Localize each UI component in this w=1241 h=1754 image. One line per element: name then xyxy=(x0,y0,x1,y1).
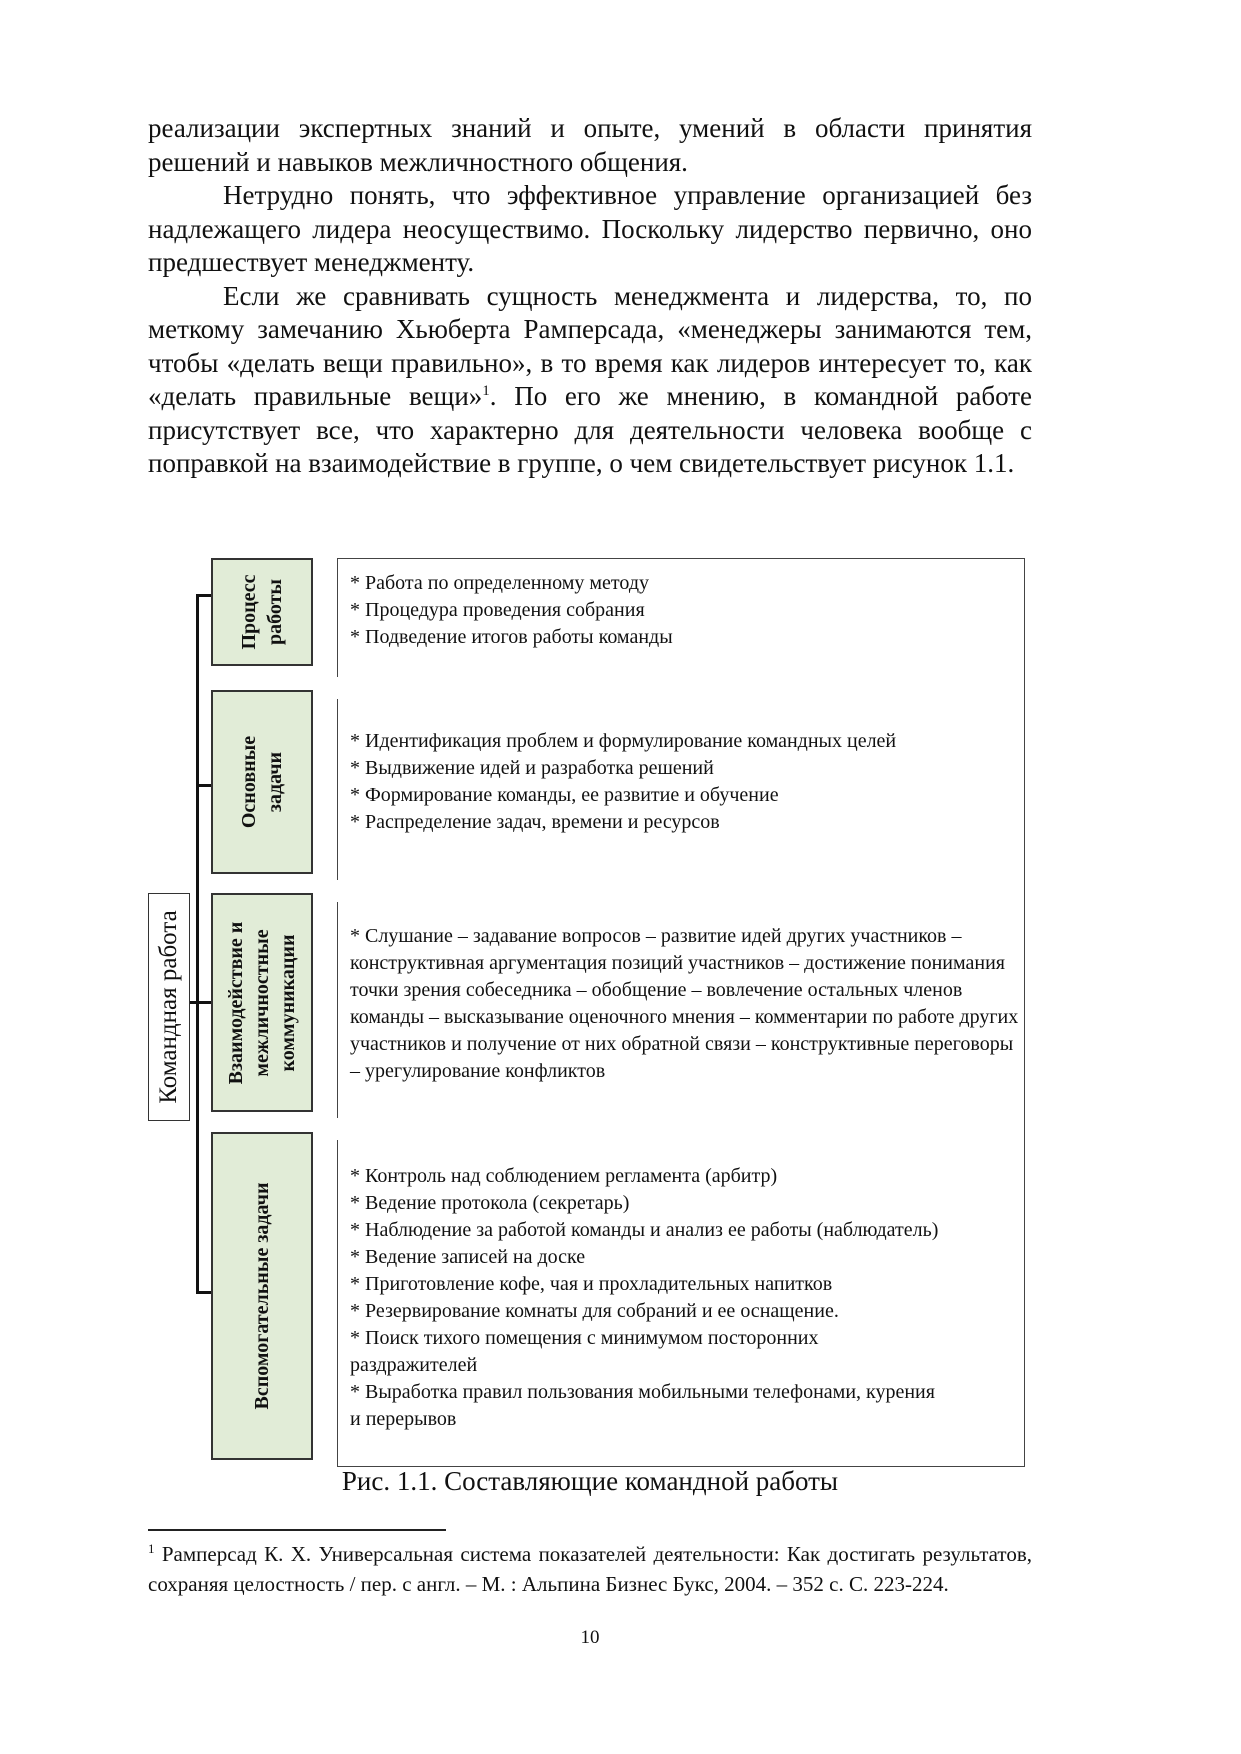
connector-trunk xyxy=(196,594,199,1294)
interaction-items xyxy=(350,923,1026,1085)
connector-branch-2 xyxy=(196,784,211,787)
process-items xyxy=(350,570,1030,651)
body-text xyxy=(148,112,1032,481)
paragraph-1: реализации экспертных знаний и опыте, умений в области принятия решений и навыков межличностного общения. xyxy=(148,113,1032,177)
list-item: * Наблюдение за работой команды и анализ ее работы (наблюдатель) xyxy=(350,1219,939,1241)
paragraph-3-text: Если же сравнивать сущность менеджмента и лидерства, то, по меткому замечанию Хьюберта Рамперсада, «менеджеры занимаются тем, чтобы «делать вещи правильно», в то время как лидеров интересует то, как «делать правильные вещи» xyxy=(148,280,1032,411)
list-item: * Подведение итогов работы команды xyxy=(350,626,673,648)
category-label-line: Вспомогательные задачи xyxy=(251,1182,273,1410)
footnote-mark: 1 xyxy=(148,1541,155,1556)
footnote xyxy=(148,1539,1032,1599)
footnote-reference[interactable]: 1 xyxy=(482,383,490,399)
category-label-line: Взаимодействие и xyxy=(225,921,247,1084)
connector-branch-4 xyxy=(196,1291,211,1294)
list-item: * Формирование команды, ее развитие и обучение xyxy=(350,784,779,806)
list-item: * Распределение задач, времени и ресурсов xyxy=(350,811,720,833)
category-box-auxiliary xyxy=(211,1132,313,1460)
root-box xyxy=(148,893,190,1121)
auxiliary-items xyxy=(350,1163,940,1433)
category-label-line: работы xyxy=(264,578,286,646)
list-item: * Работа по определенному методу xyxy=(350,572,649,594)
footnote-text: Рамперсад К. Х. Универсальная система показателей деятельности: Как достигать результатов, сохраняя целостность / пер. с англ. – М. : Альпина Бизнес Букс, 2004. – 352 с. С. 223-224. xyxy=(148,1542,1032,1596)
frame-gap xyxy=(337,880,344,902)
main-task-items xyxy=(350,728,1030,836)
list-item: * Слушание – задавание вопросов – развитие идей других участников – конструктивная аргументация позиций участников – достижение понимания точки зрения собеседника – обобщение – вовлечение остальных членов команды – высказывание оценочного мнения – комментарии по работе других участников и получение от них обратной связи – конструктивные переговоры – урегулирование конфликтов xyxy=(350,925,1019,1082)
list-item: * Ведение протокола (секретарь) xyxy=(350,1192,630,1214)
category-box-interaction xyxy=(211,893,313,1112)
list-item: * Процедура проведения собрания xyxy=(350,599,645,621)
figure-caption: Рис. 1.1. Составляющие командной работы xyxy=(341,1466,839,1496)
list-item: * Выдвижение идей и разработка решений xyxy=(350,757,714,779)
list-item: * Идентификация проблем и формулирование командных целей xyxy=(350,730,897,752)
page-number: 10 xyxy=(580,1627,600,1648)
category-label-line: коммуникации xyxy=(277,934,299,1071)
list-item: * Контроль над соблюдением регламента (арбитр) xyxy=(350,1165,778,1187)
list-item: * Поиск тихого помещения с минимумом посторонних раздражителей xyxy=(350,1327,819,1376)
category-box-process xyxy=(211,558,313,666)
paragraph-2: Нетрудно понять, что эффективное управление организацией без надлежащего лидера неосуществимо. Поскольку лидерство первично, оно предшествует менеджменту. xyxy=(148,180,1032,277)
frame-gap xyxy=(337,1118,344,1140)
connector-branch-3 xyxy=(196,1001,211,1004)
connector-branch-1 xyxy=(196,594,211,597)
list-item: * Резервирование комнаты для собраний и ее оснащение. xyxy=(350,1300,839,1322)
list-item: * Ведение записей на доске xyxy=(350,1246,586,1268)
footnote-divider xyxy=(148,1529,446,1531)
category-label-line: задачи xyxy=(264,751,286,813)
category-label-line: межличностные xyxy=(251,928,273,1077)
paragraph-3-continuation: . По его же мнению, в командной работе присутствует все, что характерно для деятельности человека вообще с поправкой на взаимодействие в группе, о чем свидетельствует рисунок 1.1. xyxy=(148,381,1033,478)
paragraph-3 xyxy=(148,280,1032,481)
category-label-line: Основные xyxy=(238,735,260,829)
root-label: Командная работа xyxy=(155,910,182,1104)
list-item: * Приготовление кофе, чая и прохладительных напитков xyxy=(350,1273,833,1295)
category-label-line: Процесс xyxy=(238,574,260,650)
frame-gap xyxy=(337,677,344,699)
category-box-main-tasks xyxy=(211,690,313,874)
list-item: * Выработка правил пользования мобильными телефонами, курения и перерывов xyxy=(350,1381,935,1430)
